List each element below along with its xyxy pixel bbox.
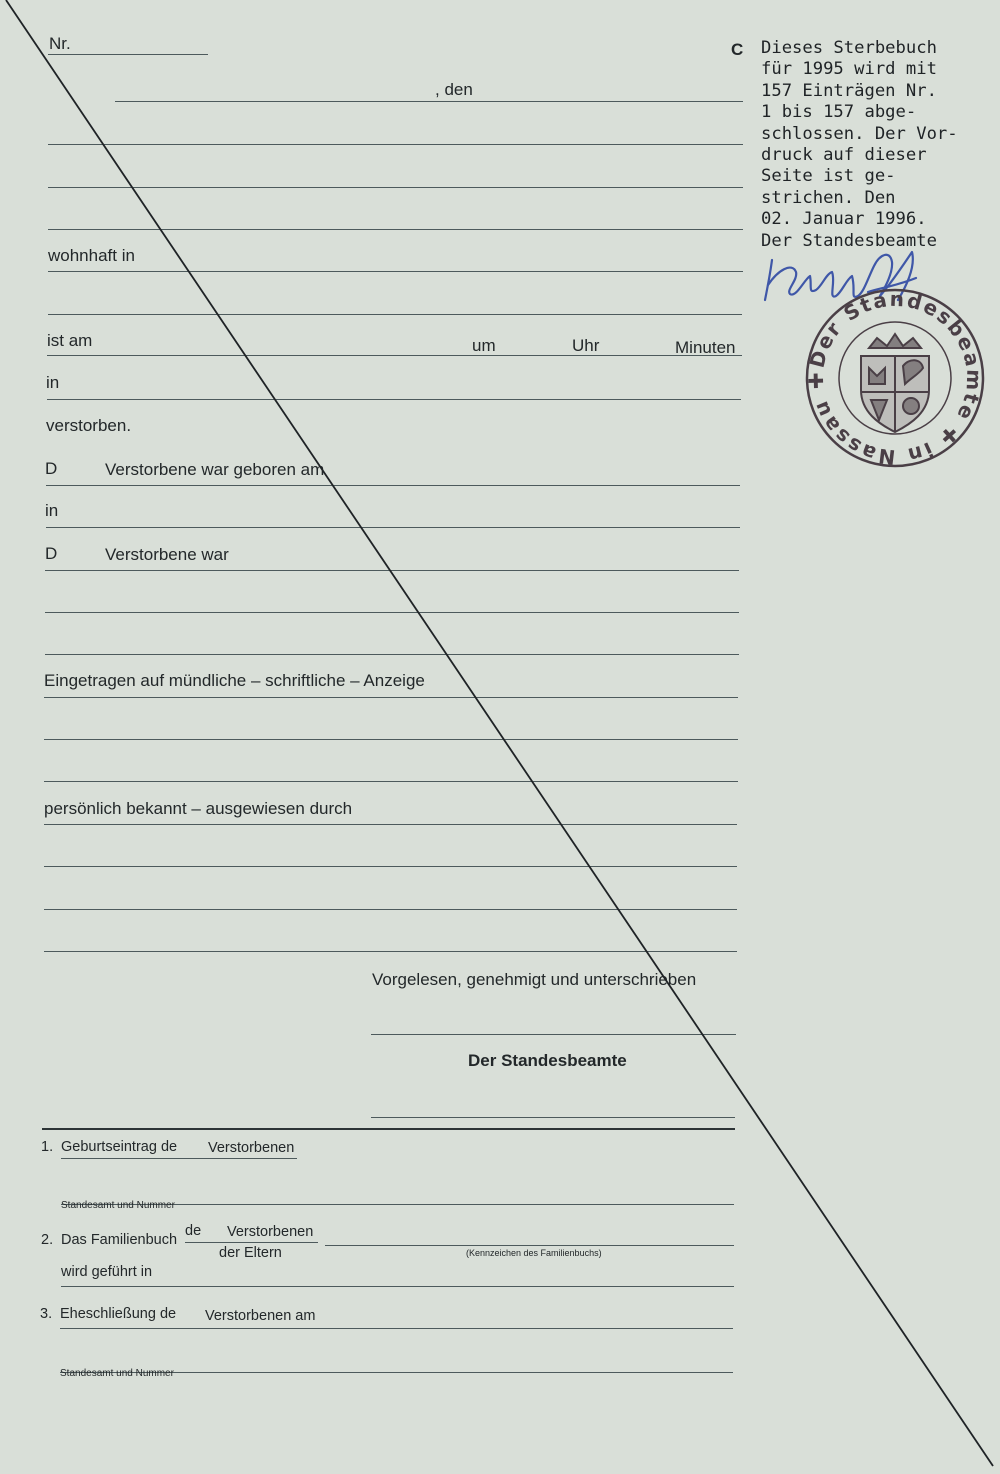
label-verstorbene-geboren: Verstorbene war geboren am [105,460,325,479]
label-d-1: D [45,459,58,478]
footer-eheschliessung: Eheschließung de [60,1306,177,1322]
footer-standesamt-2: Standesamt und Nummer [60,1368,174,1379]
footer-wird-gefuehrt: wird geführt in [61,1264,153,1280]
note-line: schlossen. Der Vor- [761,123,958,144]
label-in-1: in [46,373,60,392]
label-eingetragen: Eingetragen auf mündliche – schriftliche – Anzeige [44,671,425,690]
footer-n3: 3. [40,1306,53,1322]
footer-der-eltern: der Eltern [219,1245,282,1261]
footer-standesamt-1: Standesamt und Nummer [61,1200,175,1211]
label-ist-am: ist am [47,331,93,350]
footer-verstorbenen-am: Verstorbenen am [205,1308,316,1324]
note-line: Seite ist ge- [761,166,896,187]
label-uhr: Uhr [572,336,600,355]
footer-verstorbenen-2: Verstorbenen [227,1224,314,1240]
label-verstorbene-war: Verstorbene war [105,545,229,564]
note-line: Der Standesbeamte [761,230,937,251]
footer-geburtseintrag: Geburtseintrag de [61,1139,178,1155]
footer-familienbuch: Das Familienbuch [61,1232,178,1248]
coat-of-arms-icon [861,334,929,432]
note-line: 157 Einträgen Nr. [761,80,937,101]
note-line: Dieses Sterbebuch [761,38,937,58]
footer-kennzeichen: (Kennzeichen des Familienbuchs) [466,1248,602,1258]
note-line: druck auf dieser [761,145,927,166]
label-nr: Nr. [49,34,71,53]
label-vorgelesen: Vorgelesen, genehmigt und unterschrieben [372,970,697,989]
note-line: 02. Januar 1996. [761,209,927,230]
footer-de: de [185,1223,202,1239]
label-den: , den [435,80,473,99]
label-persoenlich: persönlich bekannt – ausgewiesen durch [44,799,353,818]
footer-verstorbenen-1: Verstorbenen [208,1140,295,1156]
label-der-standesbeamte: Der Standesbeamte [468,1051,627,1070]
cancel-stroke [6,0,993,1466]
label-minuten: Minuten [675,338,736,357]
stamp-seal [804,287,987,470]
footer-n2: 2. [41,1232,54,1248]
label-in-2: in [45,501,59,520]
label-d-2: D [45,544,58,563]
label-wohnhaft-in: wohnhaft in [48,246,135,265]
note-line: für 1995 wird mit [761,59,937,80]
marker-c: C [731,40,744,59]
note-line: strichen. Den [761,187,896,208]
note-line: 1 bis 157 abge- [761,102,917,123]
seal-text: Der Standesbeamte ✚ in Nassau ✚ [803,286,987,470]
footer-n1: 1. [41,1139,54,1155]
label-verstorben: verstorben. [46,416,132,435]
label-um: um [472,336,496,355]
